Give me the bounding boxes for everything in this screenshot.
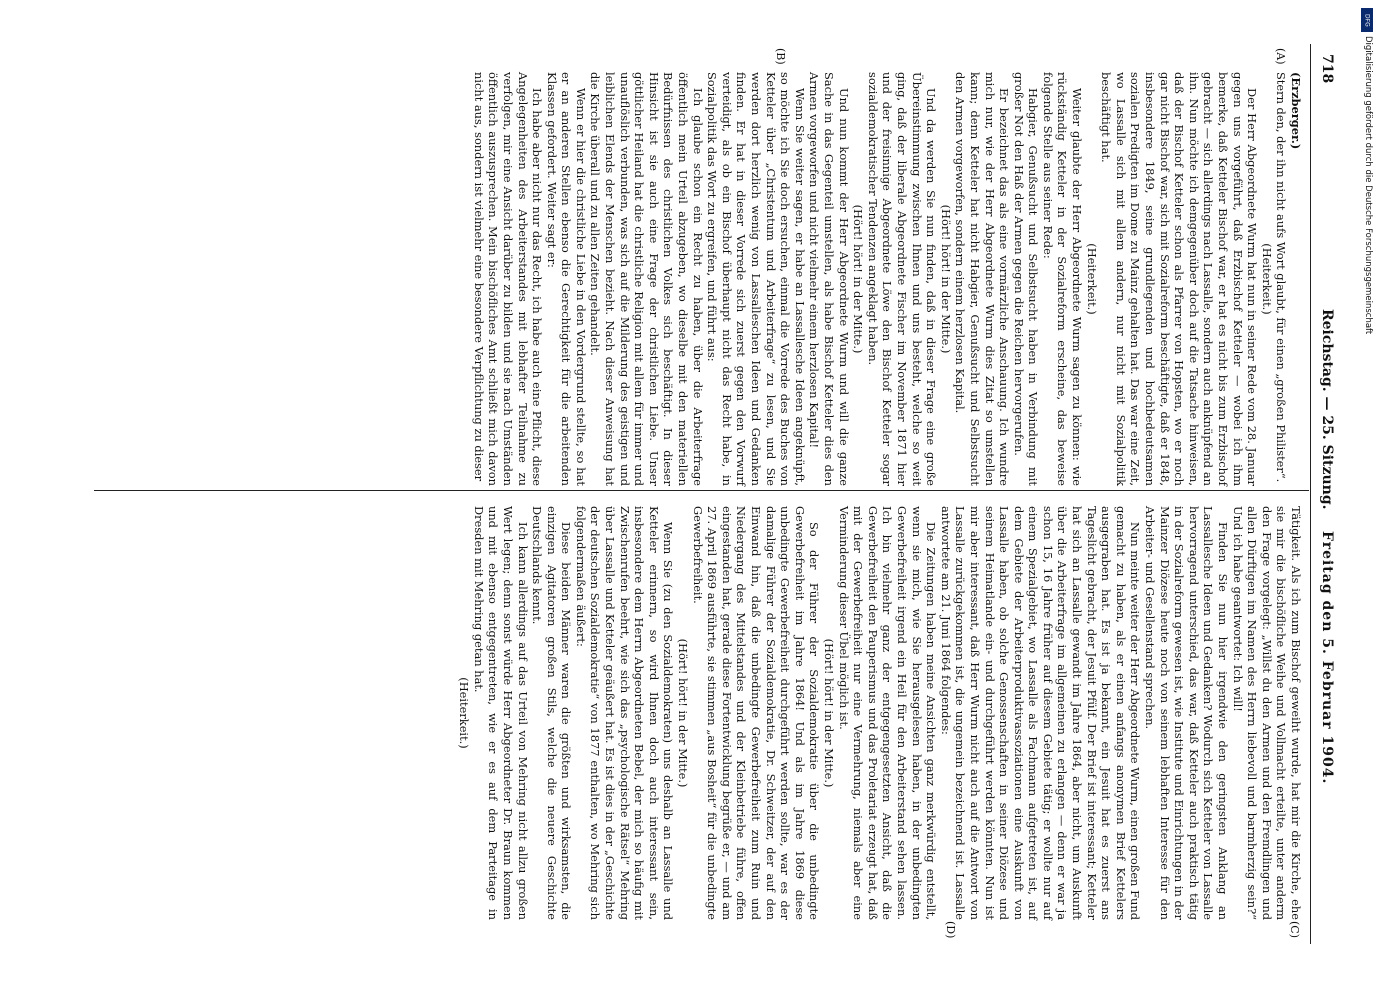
digitization-credit <box>1359 8 1373 608</box>
paragraph: Stern den, der ihn nicht aufs Wort glaubt, für einen „großen Philister“. <box>1274 72 1289 483</box>
paragraph: Er bezeichnet das als eine vormärzliche Anschauung. Ich wundre mich nur, wie der Herr Abgeordnete Wurm dies Zitat so umstellen kann; denn Ketteler hat nicht Habgier, Genußsucht und Selbstsucht den Armen vorgeworfen, sondern einem herzlosen Kapital. <box>953 72 1012 486</box>
paragraph: Ich habe aber nicht nur das Recht, ich habe auch eine Pflicht, diese Angelegenheiten des Arbeiterstandes mit lebhafter Teilnahme zu verfolgen, mir eine Ansicht darüber zu bilden und sie nach Umständen öffentlich auszusprechen. Mein bischöfliches Amt schließt mich davon nicht aus, sondern ist vielmehr eine besondere Verpflichtung zu dieser <box>471 72 545 486</box>
paragraph: Tätigkeit. Als ich zum Bischof geweiht wurde, hat mir die Kirche, ehe sie mir die bischöfliche Weihe und Vollmacht erteilte, unter anderm den Frage vorgelegt: „Willst du den Armen und den Fremdlingen und allen Dürftigen im Namen des Herrn liebevoll und barmherzig sein?“ Und ich habe geantwortet: Ich will! <box>1230 506 1303 920</box>
page-number: 718 <box>1319 54 1335 84</box>
interjection: (Heiterkeit.) <box>457 677 472 749</box>
paragraph: Ich glaube schon ein Recht zu haben, über die Arbeiterfrage öffentlich mein Urteil abzugeben, wo dieselbe mit den materiellen Bedürfnissen des christlichen Volkes sich beschäftigt. In dieser Hinsicht ist sie auch eine Frage der christlichen Liebe. Unser göttlicher Heiland hat die christliche Religion mit allem für immer und unauflöslich verbunden, was sich auf die Milderung des geistigen und leiblichen Elends der Menschen bezieht. Nach dieser Anweisung hat die Kirche überall und zu allen Zeiten gehandelt. <box>588 72 705 486</box>
page-header <box>1311 44 1337 944</box>
margin-marker-d: (D) <box>944 921 957 939</box>
credit-text: Digitalisierung gefördert durch die Deutsche Forschungsgemeinschaft <box>1363 36 1373 335</box>
document-page <box>77 44 1337 944</box>
paragraph: Finden Sie nun hier irgendwie den geringsten Anklang an Lassallesche Ideen und Gedanken? Wodurch sich Ketteler von Lassalle hervorragend unterschied, das war, daß Ketteler auch praktisch tätig in der Sozialreform gewesen ist, wie Institute und Einrichtungen in der Mainzer Diözese heute noch von seinem lebhaften Interesse für den Arbeiter- und Gesellenstand sprechen. <box>1143 506 1231 920</box>
paragraph: Weiter glaubte der Herr Abgeordnete Wurm sagen zu können: wie rückständig Ketteler in der Sozialreform erscheine, das beweise folgende Stelle aus seiner Rede: <box>1040 72 1085 486</box>
paragraph: So der Führer der Sozialdemokratie über die unbedingte Gewerbefreiheit im Jahre 1864! Und als im Jahre 1869 diese unbedingte Gewerbefreiheit durchgeführt werden sollte, war es der damalige Führer der Sozialdemokratie, Dr. Schweitzer, der auf den Einwand hin, daß die unbedingte Gewerbefreiheit zum Ruin und Niedergang des Mittelstandes und der Kleinbetriebe führe, offen eingestanden hat, gerade diese Fortentwicklung begrüße er, — und am 27. April 1869 ausführte, sie stimmen „aus Bosheit“ für die unbedingte Gewerbefreiheit. <box>690 506 822 920</box>
session-title: Reichstag. — 25. Sitzung. <box>1319 309 1335 510</box>
paragraph: Diese beiden Männer waren die größten und wirksamsten, die einzigen Agitatoren großen Stils, welche die neuere Geschichte Deutschlands kennt. <box>530 506 574 920</box>
margin-marker-b: (B) <box>774 48 787 65</box>
paragraph: Ich kann allerdings auf das Urteil von Mehring nicht allzu großen Wert legen; denn sonst würde Herr Abgeordneter Dr. Braun kommen und mit ebenso entgegentreten, wie er es auf dem Parteitage in Dresden mit Mehring getan hat. <box>471 506 530 920</box>
dfg-logo: DFG <box>1361 8 1373 32</box>
paragraph: Wenn Sie (zu den Sozialdemokraten) uns deshalb an Lassalle und Ketteler erinnern, so wird Ihnen doch auch interessant sein, insbesondere dem Herrn Abgeordneten Bebel, der mich so häufig mit Zwischenrufen beehrt, wie sich das „psychologische Rätsel“ Mehring über Lassalle und Ketteler geäußert hat. Es ist dies in der „Geschichte der deutschen Sozialdemokratie“ von 1877 enthalten, wo Mehring sich folgendermaßen äußert: <box>573 506 676 920</box>
paragraph: Und da werden Sie nun finden, daß in dieser Frage eine große Übereinstimmung zwischen Ihnen und uns besteht, welche so weit ging, daß der liberale Abgeordnete Fischer im November 1871 hier und der freisinnige Abgeordnete Löwe den Bischof Ketteler sogar sozialdemokratischer Tendenzen angeklagt haben. <box>865 72 939 486</box>
paragraph: Nun meinte weiter der Herr Abgeordnete Wurm, einen großen Fund gemacht zu haben, als er einen anfangs anonymen Brief Kettelers ausgegraben hat. Es ist ja bekannt, ein Jesuit hat es zuerst ans Tageslicht gebracht, der Jesuit Pfülf. Der Brief ist interessant; Ketteler hat sich an Lassalle gewandt im Jahre 1864, aber nicht, um Auskunft über die Arbeiterfrage im allgemeinen zu erlangen — denn er war ja schon 15, 16 Jahre früher auf diesem Gebiete tätig; er wollte nur auf einem Spezialgebiet, wo Lassalle als Fachmann aufgetreten ist, auf dem Gebiete der Arbeiterproduktivassoziationen eine Auskunft von Lassalle haben, ob solche Genossenschaften in seiner Diözese und seinem Heimatlande ein- und durchgeführt werden könnten. Nun ist mir aber interessant, daß Herr Wurm nicht auch auf die Antwort von Lassalle zurückgekommen ist, die ungemein bezeichnend ist. Lassalle antwortete am 21. Juni 1864 folgendes: <box>938 506 1143 920</box>
session-date: Freitag den 5. Februar 1904. <box>1319 531 1335 785</box>
paragraph: Und nun kommt der Herr Abgeordnete Wurm und will die ganze Sache in das Gegenteil umstellen, als habe Bischof Ketteler dies den Armen vorgeworfen und nicht vielmehr einem herzlosen Kapital! <box>807 72 851 486</box>
right-column <box>457 506 1303 920</box>
interjection: (Hört! hört! in der Mitte.) <box>851 204 866 354</box>
paragraph: Wenn er hier die christliche Liebe in den Vordergrund stellte, so hat er an anderen Stellen ebenso die Gerechtigkeit für die arbeitenden Klassen gefordert. Weiter sagt er: <box>544 72 588 486</box>
interjection: (Heiterkeit.) <box>1084 243 1099 315</box>
column-divider <box>94 490 1309 491</box>
paragraph: Habgier, Genußsucht und Selbstsucht haben in Verbindung mit großer Not den Haß der Armen gegen die Reichen hervorgerufen. <box>1011 72 1041 486</box>
margin-marker-c: (C) <box>1288 921 1301 938</box>
header-rule <box>1310 44 1311 944</box>
speaker-name: (Erzberger.) <box>1289 72 1303 150</box>
interjection: (Heiterkeit.) <box>1259 243 1274 315</box>
interjection: (Hört! hört! in der Mitte.) <box>822 638 836 788</box>
paragraph: Die Zeitungen haben meine Ansichten ganz merkwürdig entstellt, wenn sie mich, wie Sie herausgelesen haben, in der unbedingten Gewerbefreiheit irgend ein Heil für den Arbeiterstand sehen lassen. Ich bin vielmehr ganz der entgegengesetzten Ansicht, daß die Gewerbefreiheit den Pauperismus und das Proletariat erzeugt hat, daß mit der Gewerbefreiheit nur eine Vermehrung, niemals aber eine Verminderung dieser Übel möglich ist. <box>836 506 939 920</box>
margin-marker-a: (A) <box>1274 48 1287 65</box>
left-column <box>471 72 1303 486</box>
paragraph: Der Herr Abgeordnete Wurm hat nun in seiner Rede vom 28. Januar gegen uns vorgeführt, daß Erzbischof Ketteler — wobei ich ihm bemerke, daß Ketteler Bischof war, er hat es nicht bis zum Erzbischof gebracht — sich allerdings nach Lassalle, sondern auch anknüpfend an ihn. Nun möchte ich demgegenüber doch auf die Tatsache hinweisen, daß der Bischof Ketteler schon als Pfarrer von Hopsten, wo er noch gar nicht Bischof war, sich mit Sozialreform beschäftigte, daß er 1848, insbesondere 1849, seine grundlegenden und hochbedeutsamen sozialen Predigten im Dome zu Mainz gehalten hat. Das war eine Zeit, wo Lassalle sich mit allem andern, nur nicht mit Sozialpolitik beschäftigt hat. <box>1099 72 1260 486</box>
paragraph: Wenn Sie weiter sagen, er habe an Lassallesche Ideen angeknüpft, so möchte ich Sie doch ersuchen, einmal die Vorrede des Buches von Ketteler über „Christentum und Arbeiterfrage“ zu lesen, und Sie werden dort herzlich wenig von Lassalleschen Ideen und Gedanken finden. Er hat in dieser Vorrede sich zuerst gegen den Vorwurf verteidigt, als ob ein Bischof überhaupt nicht das Recht habe, in Sozialpolitik das Wort zu ergreifen, und führt aus: <box>705 72 807 486</box>
interjection: (Hört! hört! in der Mitte.) <box>676 638 691 788</box>
interjection: (Hört! hört! in der Mitte.) <box>938 204 953 354</box>
